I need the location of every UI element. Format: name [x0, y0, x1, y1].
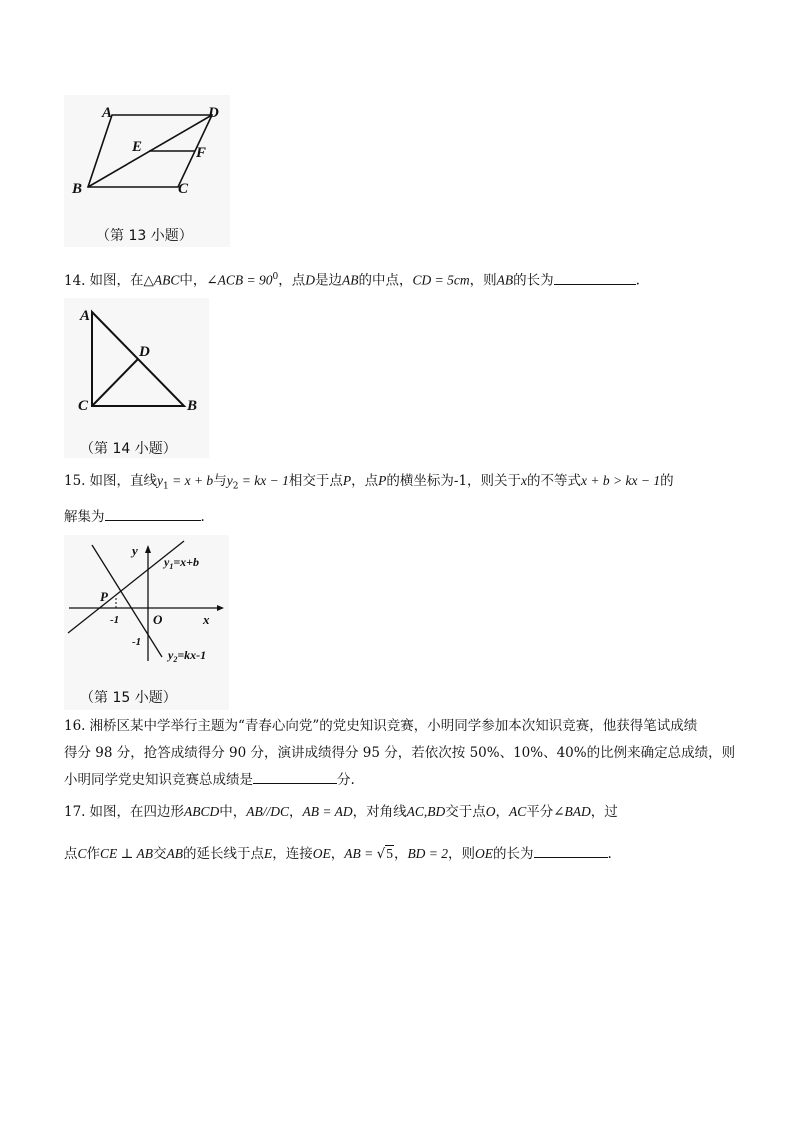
text: ，点 — [278, 272, 306, 289]
math-e: E — [263, 846, 273, 861]
math-parallel: AB//DC — [246, 804, 289, 819]
x-tick-label: -1 — [110, 614, 120, 626]
text: 平分 — [526, 804, 554, 820]
figure-q13 — [64, 95, 230, 247]
origin-label: O — [153, 612, 163, 627]
figure-q14 — [64, 298, 209, 458]
text: ，对角线 — [352, 804, 407, 820]
text: 湘桥区某中学举行主题为“青春心向党”的党史知识竞赛，小明同学参加本次知识竞赛，他获得笔试成绩 — [89, 718, 698, 734]
text: 中， — [179, 272, 207, 289]
math-o: O — [485, 804, 496, 819]
answer-blank-17[interactable] — [534, 845, 608, 858]
math-c: C — [77, 846, 87, 861]
math-expr: = x + b — [168, 473, 214, 488]
text: . — [200, 509, 205, 525]
math-y: y — [226, 473, 233, 488]
point-label-b: B — [72, 181, 83, 197]
subscript: 2 — [232, 481, 239, 492]
point-label-f: F — [196, 145, 207, 161]
point-label-c: C — [178, 181, 189, 197]
math-ab: AB — [166, 846, 183, 861]
point-label-e: E — [132, 139, 143, 155]
text: ，则 — [469, 272, 497, 289]
sqrt-symbol: √ — [376, 846, 386, 862]
text: 交于点 — [445, 804, 486, 820]
math-expr: = kx − 1 — [238, 473, 289, 488]
caption-q15: （第 15 小题） — [80, 690, 177, 706]
text: ，点 — [351, 473, 379, 489]
answer-blank-14[interactable] — [554, 272, 636, 285]
text: 得分 98 分，抢答成绩得分 90 分，演讲成绩得分 95 分，若依次按 50%、10%、40%的比例来确定总成绩，则 — [64, 745, 736, 761]
point-label-d: D — [208, 105, 219, 121]
question-16-line2 — [64, 744, 740, 762]
point-label-d: D — [139, 344, 150, 360]
math-abcd: ABCD — [183, 804, 220, 819]
math-p: P — [378, 473, 387, 488]
math-equation: BD = 2 — [407, 846, 449, 861]
point-label-b: B — [187, 398, 198, 414]
text: 解集为 — [64, 509, 105, 525]
text: ， — [495, 804, 509, 820]
question-17-line2 — [64, 845, 740, 863]
question-17 — [64, 803, 740, 821]
text: 是边 — [315, 272, 343, 289]
text: 小明同学党史知识竞赛总成绩是 — [64, 772, 253, 788]
point-label-p: P — [100, 589, 108, 604]
figure-q15 — [64, 535, 229, 710]
text: 的延长线于点 — [182, 846, 264, 862]
math-equation: AB = — [344, 846, 377, 861]
math-x: x — [521, 473, 528, 488]
y-tick-label: -1 — [132, 636, 142, 648]
text: ，连接 — [272, 846, 313, 862]
text: ， — [393, 846, 408, 862]
math-angle: ∠ACB = 90 — [206, 272, 273, 288]
math-oe: OE — [475, 846, 494, 861]
degree-superscript: 0 — [272, 272, 279, 282]
text: ， — [330, 846, 345, 862]
question-number: 16. — [64, 718, 86, 734]
axis-label-x: x — [203, 612, 210, 627]
text: 的横坐标为-1，则关于 — [386, 473, 522, 489]
math-d: D — [305, 272, 316, 288]
axis-label-y: y — [132, 543, 138, 558]
text: 如图，在 — [89, 272, 144, 289]
text: 分. — [337, 772, 355, 788]
label-y1: $y_1=x+b$ — [164, 555, 200, 571]
math-ab: AB — [342, 272, 359, 288]
text: ，则 — [448, 846, 476, 862]
text: 点 — [64, 846, 78, 862]
answer-blank-15[interactable] — [105, 508, 201, 521]
math-equation: AB = AD — [302, 804, 353, 819]
question-16-line3 — [64, 771, 740, 789]
question-number: 15. — [64, 473, 86, 489]
question-14 — [64, 268, 740, 290]
label-y2: $y_2=kx-1$ — [168, 648, 207, 664]
text: 相交于点 — [288, 473, 343, 489]
math-ab: AB — [496, 272, 514, 288]
question-15-line2 — [64, 508, 740, 526]
point-label-a: A — [102, 105, 113, 121]
answer-blank-16[interactable] — [253, 771, 337, 784]
text: . — [607, 846, 612, 862]
math-ac: AC — [508, 804, 527, 819]
text: 的不等式 — [527, 473, 582, 489]
math-perpendicular: CE ⊥ AB — [100, 846, 153, 861]
subscript: 1 — [162, 481, 169, 492]
caption-q13: （第 13 小题） — [96, 228, 193, 244]
text: 中， — [219, 804, 247, 820]
text: . — [635, 272, 640, 289]
text: 的长为 — [513, 272, 554, 289]
math-cd: CD = 5cm — [412, 272, 470, 288]
text: ， — [288, 804, 303, 820]
text: 的 — [660, 473, 674, 489]
math-p: P — [342, 473, 352, 488]
math-triangle: △ABC — [143, 272, 180, 288]
math-oe: OE — [312, 846, 331, 861]
x-axis-arrow — [217, 605, 224, 611]
question-15 — [64, 472, 740, 496]
math-angle: ∠BAD — [553, 804, 591, 819]
text: 的长为 — [493, 846, 534, 862]
question-16 — [64, 717, 740, 735]
text: 交 — [152, 846, 167, 862]
math-y: y — [156, 473, 163, 488]
question-number: 17. — [64, 804, 86, 820]
point-label-c: C — [78, 398, 89, 414]
caption-q14: （第 14 小题） — [80, 441, 177, 457]
text: 与 — [213, 473, 227, 489]
y-axis-arrow — [145, 545, 151, 553]
median-cd — [92, 359, 138, 406]
text: 如图，在四边形 — [89, 804, 184, 820]
text: ，过 — [590, 804, 618, 820]
sqrt-radicand: 5 — [386, 846, 393, 861]
q14-diagram — [64, 298, 209, 458]
text: 作 — [86, 846, 101, 862]
point-label-a: A — [80, 308, 91, 324]
text: 如图，直线 — [89, 473, 157, 489]
math-diagonals: AC,BD — [406, 804, 446, 819]
text: 的中点， — [358, 272, 413, 289]
q15-graph — [64, 535, 229, 710]
question-number: 14. — [64, 272, 86, 289]
math-inequality: x + b > kx − 1 — [581, 473, 661, 488]
